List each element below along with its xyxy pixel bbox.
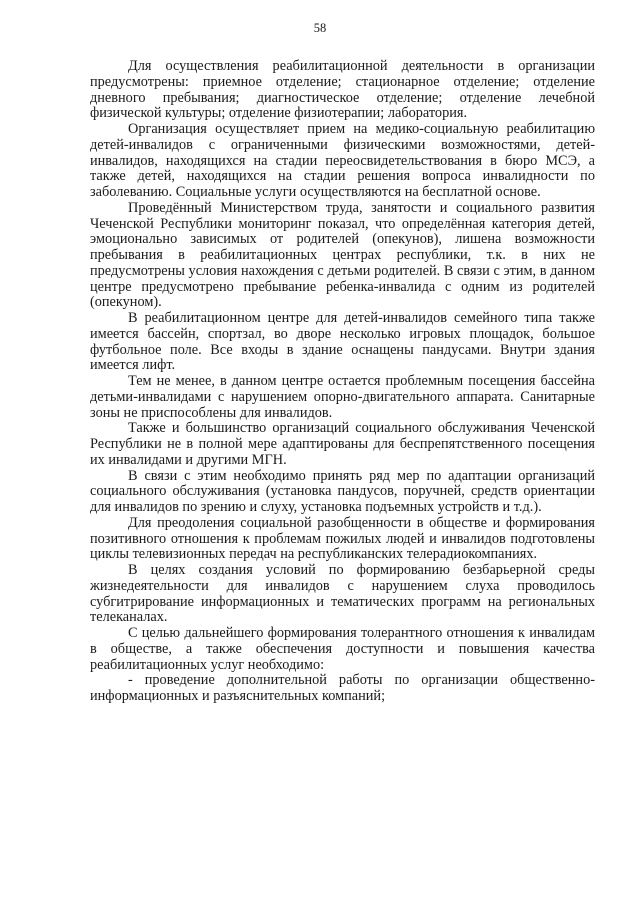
paragraph-subtitling: В целях создания условий по формированию безбарьерной среды жизнедеятельности для инвалидов с нарушением слуха проводилось субгитрирование информационных и тематических программ на региональных телеканалах. (90, 562, 595, 626)
paragraph-list-item: - проведение дополнительной работы по организации общественно-информационных и разъяснительных компаний; (90, 672, 595, 704)
paragraph-facility-departments: Для осуществления реабилитационной деятельности в организации предусмотрены: приемное отделение; стационарное отделение; отделение дневного пребывания; диагностическое отделение; отделение лечебной физической культуры; отделение физиотерапии; лаборатория. (90, 58, 595, 122)
paragraph-amenities: В реабилитационном центре для детей-инвалидов семейного типа также имеется бассейн, спортзал, во дворе несколько игровых площадок, большое футбольное поле. Все входы в здание оснащены пандусами. Внутри здания имеется лифт. (90, 310, 595, 374)
document-body (90, 59, 595, 705)
paragraph-accessibility: Также и большинство организаций социального обслуживания Чеченской Республики не в полной мере адаптированы для беспрепятственного посещения их инвалидами и другими МГН. (90, 420, 595, 468)
paragraph-tv-programs: Для преодоления социальной разобщенности в обществе и формирования позитивного отношения к проблемам пожилых людей и инвалидов подготовлены циклы телевизионных передач на республиканских телерадиокомпаниях. (90, 514, 595, 563)
paragraph-admission: Организация осуществляет прием на медико-социальную реабилитацию детей-инвалидов с ограниченными физическими возможностями, детей-инвалидов, находящихся на стадии переосвидетельствования в бюро МСЭ, а также детей, находящихся на стадии решения вопроса инвалидности по заболеванию. Социальные услуги осуществляются на бесплатной основе. (90, 121, 595, 200)
paragraph-monitoring: Проведённый Министерством труда, занятости и социального развития Чеченской Республики мониторинг показал, что определённая категория детей, эмоционально зависимых от родителей (опекунов), лишена возможности пребывания в реабилитационных центрах республики, т.к. в них не предусмотрены условия нахождения с детьми родителей. В связи с этим, в данном центре предусмотрено пребывание ребенка-инвалида с одним из родителей (опекуном). (90, 199, 595, 311)
paragraph-adaptation-measures: В связи с этим необходимо принять ряд мер по адаптации организаций социального обслуживания (установка пандусов, поручней, средств ориентации для инвалидов по зрению и слуху, установка подъемных устройств и т.д.). (90, 467, 595, 515)
paragraph-tolerance: С целью дальнейшего формирования толерантного отношения к инвалидам в обществе, а также обеспечения доступности и повышения качества реабилитационных услуг необходимо: (90, 625, 595, 673)
page-number: 58 (313, 21, 327, 35)
paragraph-pool-issue: Тем не менее, в данном центре остается проблемным посещения бассейна детьми-инвалидами с нарушением опорно-двигательного аппарата. Санитарные зоны не приспособлены для инвалидов. (90, 373, 595, 421)
